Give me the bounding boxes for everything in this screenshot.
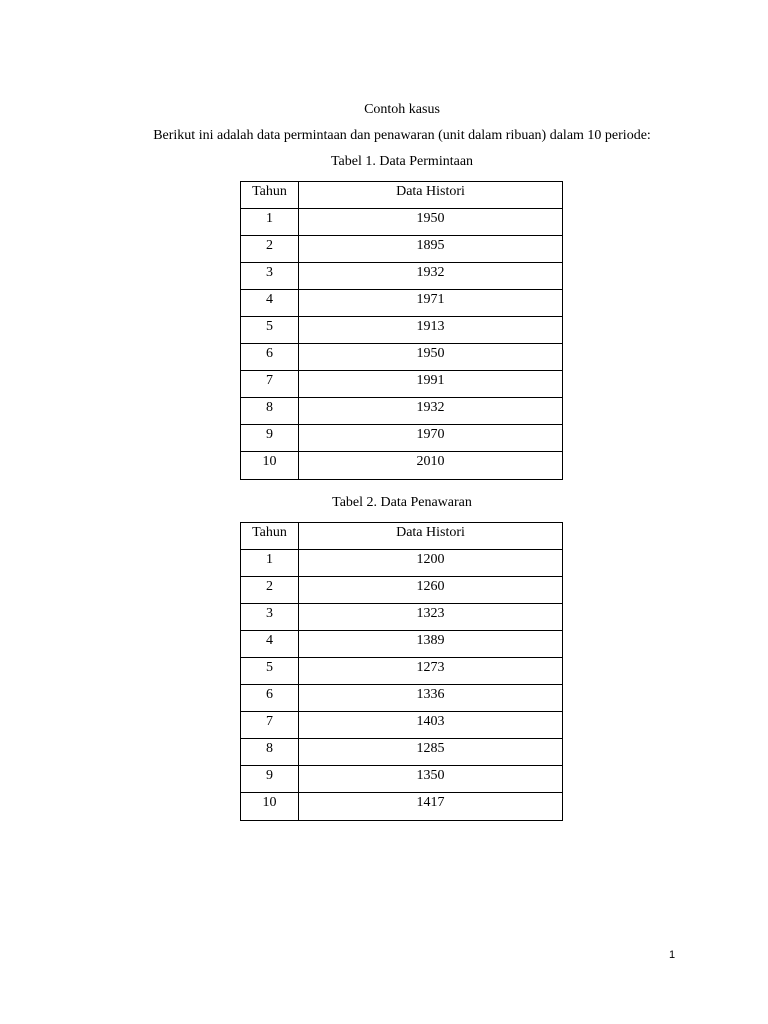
cell-data-histori: 1971 [299,290,563,317]
table-row [241,425,563,452]
cell-data-histori: 1336 [299,685,563,712]
cell-data-histori: 1950 [299,209,563,236]
cell-tahun: 4 [241,290,299,317]
table-row [241,209,563,236]
supply-table [240,522,563,821]
table-row [241,263,563,290]
cell-data-histori: 1285 [299,739,563,766]
table-row [241,658,563,685]
cell-data-histori: 1273 [299,658,563,685]
header-tahun: Tahun [241,182,299,209]
cell-tahun: 6 [241,344,299,371]
table-1-caption: Tabel 1. Data Permintaan [330,154,474,169]
cell-tahun: 2 [241,236,299,263]
cell-tahun: 6 [241,685,299,712]
table-row [241,604,563,631]
cell-data-histori: 1895 [299,236,563,263]
table-row [241,344,563,371]
table-row [241,739,563,766]
cell-data-histori: 1389 [299,631,563,658]
supply-table-body [241,550,563,821]
table-row [241,290,563,317]
cell-tahun: 3 [241,604,299,631]
cell-tahun: 1 [241,209,299,236]
cell-data-histori: 1200 [299,550,563,577]
cell-tahun: 1 [241,550,299,577]
table-row [241,685,563,712]
cell-tahun: 10 [241,452,299,480]
cell-tahun: 5 [241,658,299,685]
cell-tahun: 9 [241,425,299,452]
cell-tahun: 8 [241,739,299,766]
cell-tahun: 7 [241,371,299,398]
cell-data-histori: 2010 [299,452,563,480]
cell-data-histori: 1260 [299,577,563,604]
cell-tahun: 4 [241,631,299,658]
cell-data-histori: 1950 [299,344,563,371]
cell-data-histori: 1417 [299,793,563,821]
cell-data-histori: 1991 [299,371,563,398]
table-row [241,371,563,398]
page-number: 1 [668,949,676,961]
table-row [241,712,563,739]
cell-data-histori: 1403 [299,712,563,739]
cell-data-histori: 1932 [299,263,563,290]
cell-tahun: 10 [241,793,299,821]
header-data-histori: Data Histori [299,182,563,209]
table-row [241,398,563,425]
cell-tahun: 3 [241,263,299,290]
intro-paragraph: Berikut ini adalah data permintaan dan penawaran (unit dalam ribuan) dalam 10 periode: [153,128,651,143]
cell-tahun: 7 [241,712,299,739]
table-row [241,631,563,658]
cell-data-histori: 1350 [299,766,563,793]
cell-data-histori: 1913 [299,317,563,344]
cell-tahun: 5 [241,317,299,344]
cell-data-histori: 1932 [299,398,563,425]
table-row [241,317,563,344]
table-header-row [241,182,563,209]
cell-tahun: 9 [241,766,299,793]
header-tahun: Tahun [241,523,299,550]
table-2-caption: Tabel 2. Data Penawaran [332,495,472,510]
table-row [241,452,563,480]
demand-table [240,181,563,480]
table-row [241,766,563,793]
cell-tahun: 8 [241,398,299,425]
cell-data-histori: 1970 [299,425,563,452]
table-row [241,550,563,577]
table-row [241,236,563,263]
header-data-histori: Data Histori [299,523,563,550]
cell-data-histori: 1323 [299,604,563,631]
table-row [241,793,563,821]
cell-tahun: 2 [241,577,299,604]
document-heading: Contoh kasus [364,102,440,117]
table-header-row [241,523,563,550]
demand-table-body [241,209,563,480]
table-row [241,577,563,604]
